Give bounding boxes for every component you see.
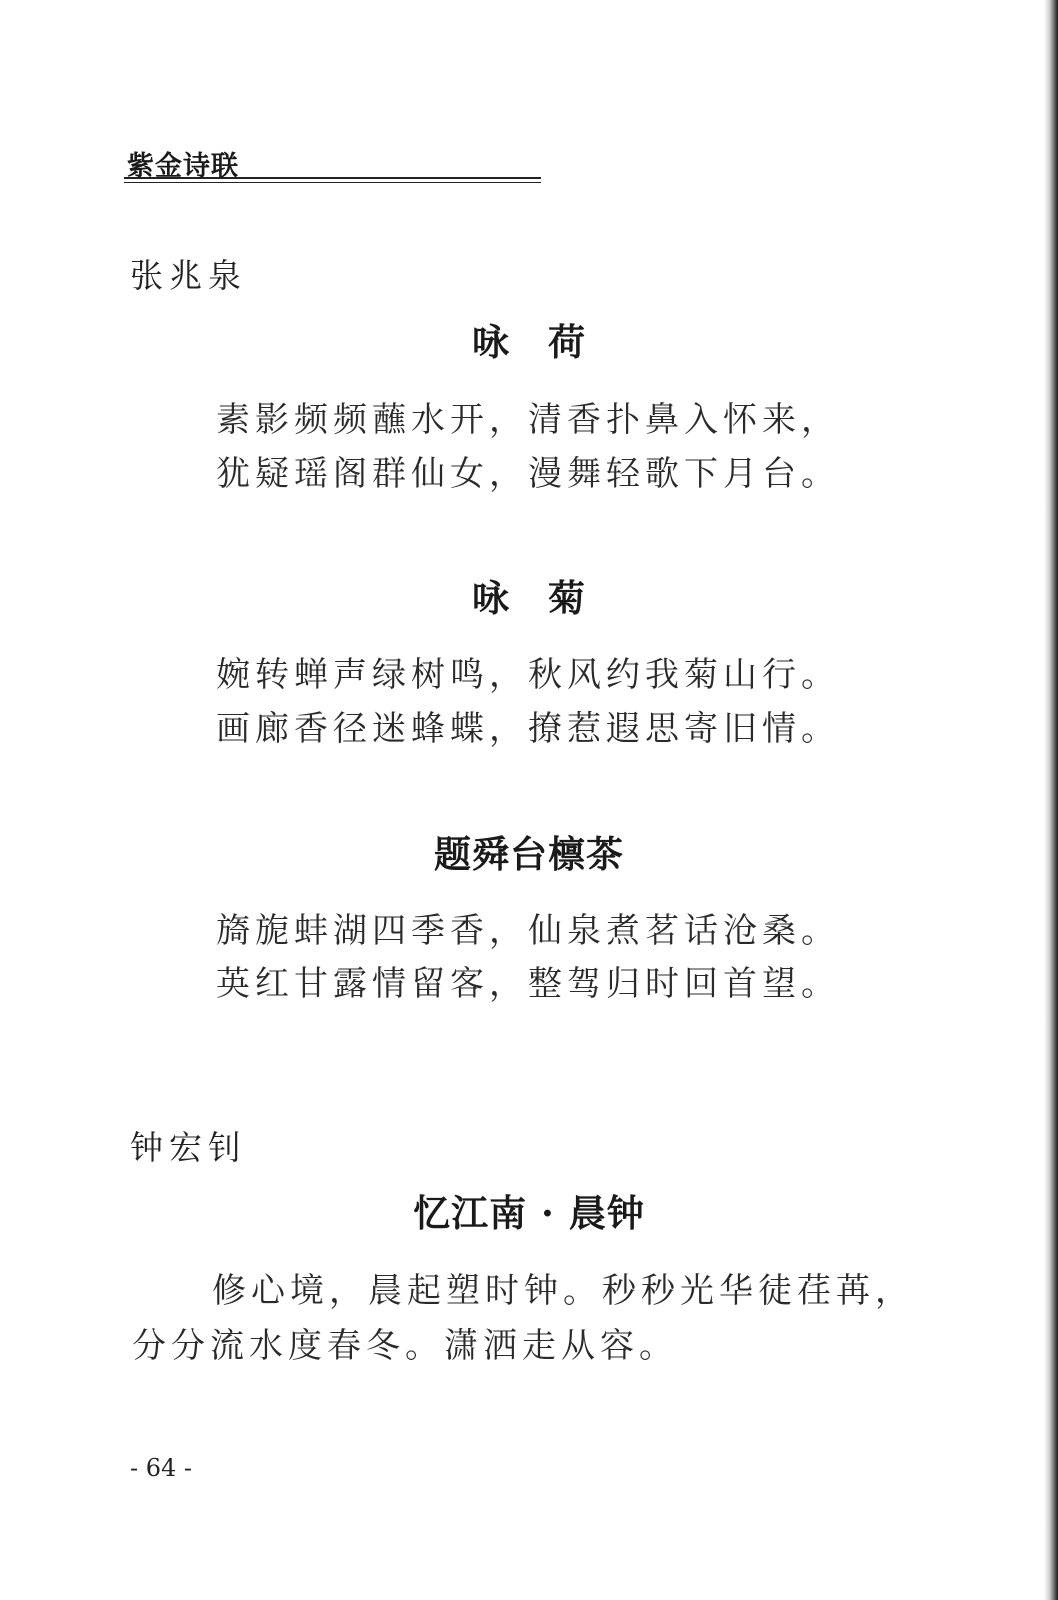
running-header-title: 紫金诗联 bbox=[127, 151, 239, 182]
author-name: 张兆泉 bbox=[130, 256, 247, 295]
poem-line: 画廊香径迷蜂蝶，撩惹遐思寄旧情。 bbox=[216, 709, 840, 749]
poem-line: 犹疑瑶阁群仙女，漫舞轻歌下月台。 bbox=[216, 454, 840, 494]
page-edge-shadow bbox=[1044, 0, 1058, 1600]
poem-title: 忆江南 · 晨钟 bbox=[413, 1191, 645, 1235]
poem-line: 分分流水度春冬。潇洒走从容。 bbox=[132, 1326, 678, 1366]
poem-line: 英红甘露情留客，整驾归时回首望。 bbox=[216, 964, 840, 1004]
author-name: 钟宏钊 bbox=[130, 1128, 247, 1167]
poem-line: 旖旎蚌湖四季香，仙泉煮茗话沧桑。 bbox=[216, 911, 840, 951]
header-rule bbox=[124, 177, 541, 183]
poem-line: 婉转蝉声绿树鸣，秋风约我菊山行。 bbox=[216, 655, 840, 695]
poem-line: 素影频频蘸水开，清香扑鼻入怀来， bbox=[216, 400, 840, 440]
poem-line: 修心境，晨起塑时钟。秒秒光华徒荏苒， bbox=[212, 1271, 914, 1311]
poem-title: 咏 荷 bbox=[472, 320, 586, 364]
page-number: - 64 - bbox=[130, 1454, 193, 1482]
poem-title: 题舜台檩茶 bbox=[434, 832, 624, 876]
poem-title: 咏 菊 bbox=[472, 576, 586, 620]
